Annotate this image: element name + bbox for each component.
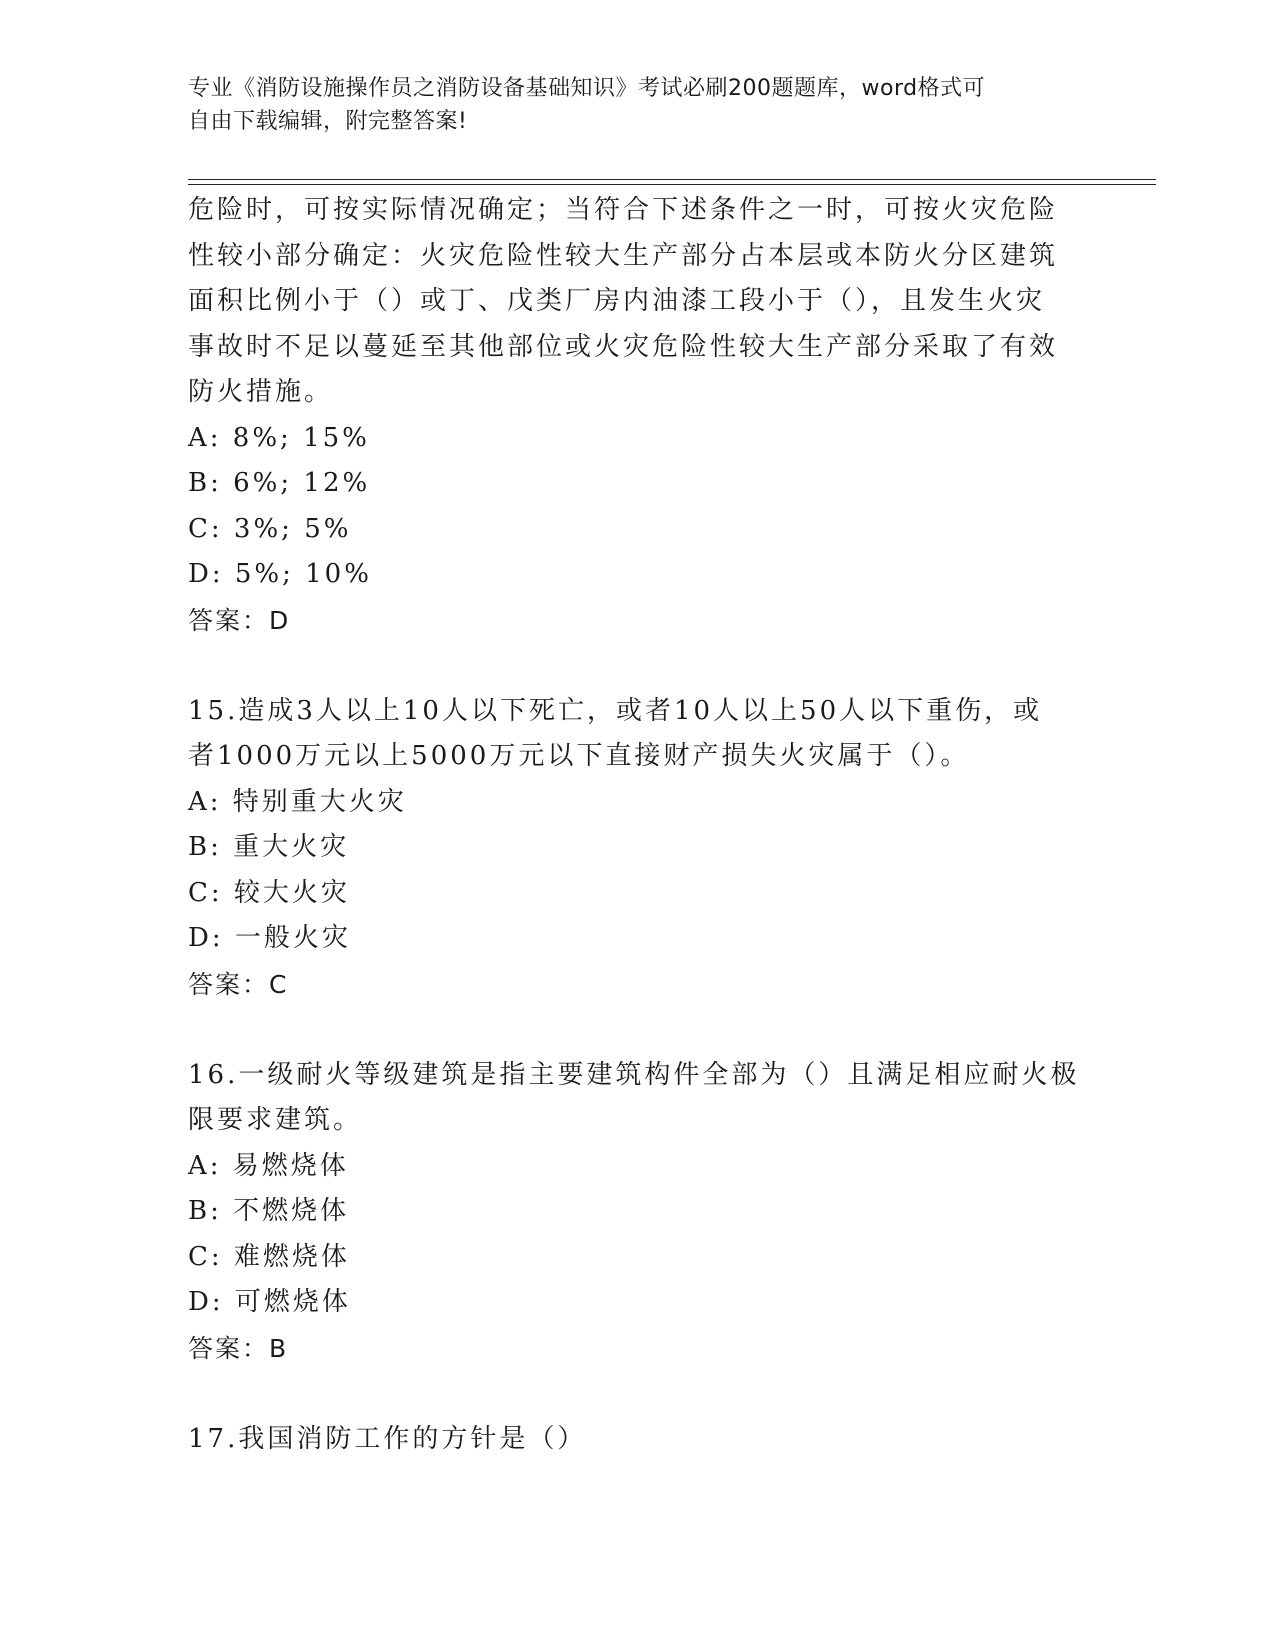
header-divider-top: [188, 179, 1156, 180]
option-b: B: 6%; 12%: [188, 468, 371, 498]
question-14: [188, 188, 1068, 643]
option-b: B: 不燃烧体: [188, 1196, 350, 1226]
question-text-line: 17.我国消防工作的方针是（）: [188, 1423, 587, 1454]
answer-line: 答案：C: [188, 969, 289, 999]
question-text-line: 者1000万元以上5000万元以下直接财产损失火灾属于（）。: [188, 741, 970, 771]
option-d: D: 一般火灾: [188, 923, 351, 953]
question-16: [188, 1053, 1080, 1372]
question-text-line: 16.一级耐火等级建筑是指主要建筑构件全部为（）且满足相应耐火极: [188, 1059, 1080, 1090]
spacer: [188, 1371, 1068, 1417]
option-c: C: 3%; 5%: [188, 513, 352, 544]
question-text-line: 面积比例小于（）或丁、戊类厂房内油漆工段小于（），且发生火灾: [188, 286, 1046, 316]
question-text-line: 危险时，可按实际情况确定；当符合下述条件之一时，可按火灾危险: [188, 195, 1059, 225]
header-line-2: 自由下载编辑，附完整答案!: [188, 109, 468, 134]
option-c: C: 较大火灾: [188, 877, 350, 908]
answer-line: 答案：D: [188, 605, 291, 635]
question-17: [188, 1417, 1068, 1463]
question-text-line: 性较小部分确定：火灾危险性较大生产部分占本层或本防火分区建筑: [188, 240, 1059, 271]
option-a: A: 8%; 15%: [188, 422, 370, 453]
option-d: D: 可燃烧体: [188, 1287, 351, 1317]
spacer: [188, 1007, 1068, 1053]
option-b: B: 重大火灾: [188, 832, 350, 862]
option-a: A: 易燃烧体: [188, 1150, 349, 1181]
spacer: [188, 643, 1068, 689]
question-text-line: 15.造成3人以上10人以下死亡，或者10人以上50人以下重伤，或: [188, 695, 1043, 726]
question-15: [188, 689, 1068, 1008]
header-line-1: 专业《消防设施操作员之消防设备基础知识》考试必刷200题题库，word格式可: [188, 76, 986, 101]
option-d: D: 5%; 10%: [188, 559, 372, 589]
question-text-line: 限要求建筑。: [188, 1105, 363, 1135]
answer-line: 答案：B: [188, 1333, 289, 1363]
question-list: [188, 188, 1080, 1462]
option-a: A: 特别重大火灾: [188, 786, 407, 817]
option-c: C: 难燃烧体: [188, 1241, 350, 1272]
question-text-line: 事故时不足以蔓延至其他部位或火灾危险性较大生产部分采取了有效: [188, 331, 1059, 362]
header-divider-bottom: [188, 184, 1156, 185]
document-header: [188, 72, 1068, 138]
question-text-line: 防火措施。: [188, 377, 334, 407]
